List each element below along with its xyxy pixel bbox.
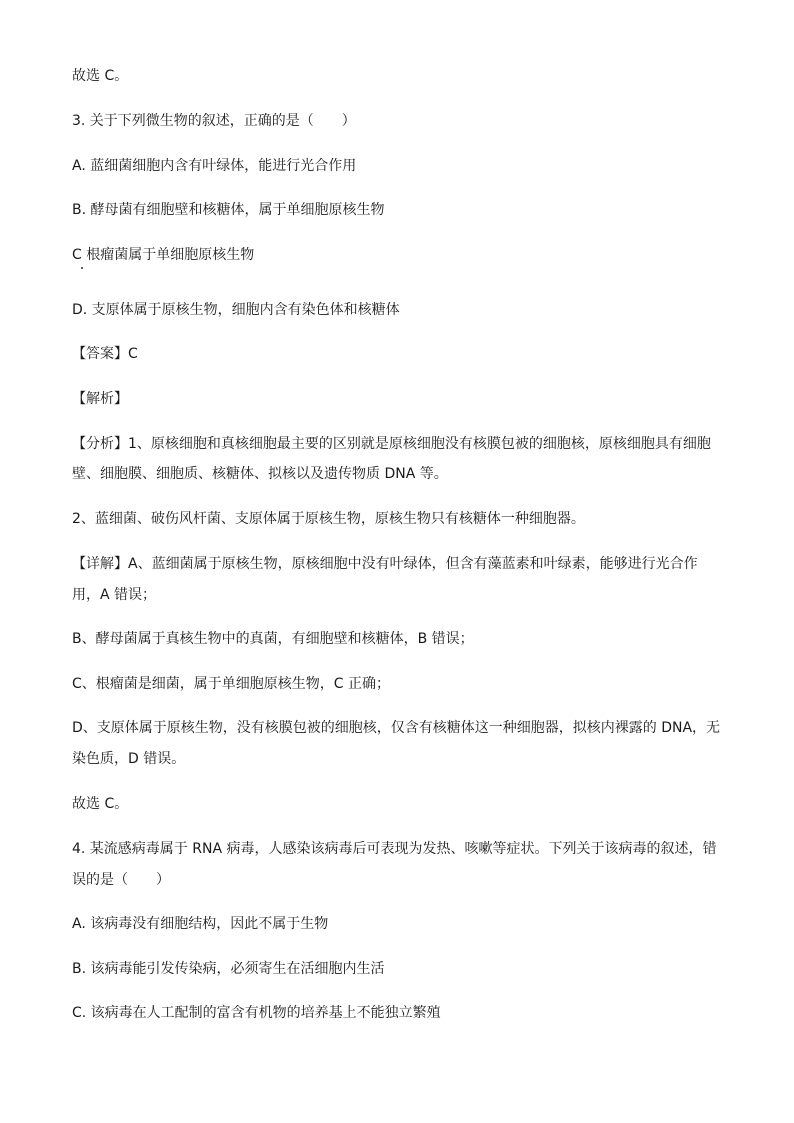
q3-detail-line-2: 用，A 错误； <box>72 587 157 603</box>
q3-answer: 【答案】C <box>72 346 138 362</box>
q3-detail-d-line-1: D、支原体属于原核生物，没有核膜包被的细胞核，仅含有核糖体这一种细胞器，拟核内裸露的 DNA，无 <box>72 720 721 736</box>
q3-option-c: C 根瘤菌属于单细胞原核生物 <box>72 247 255 263</box>
q3-detail-d-line-2: 染色质，D 错误。 <box>72 751 186 767</box>
q4-option-b: B. 该病毒能引发传染病，必须寄生在活细胞内生活 <box>72 961 385 977</box>
q3-analysis-point-2: 2、蓝细菌、破伤风杆菌、支原体属于原核生物，原核生物只有核糖体一种细胞器。 <box>72 511 585 527</box>
q3-analysis-line-1: 【分析】1、原核细胞和真核细胞最主要的区别就是原核细胞没有核膜包被的细胞核，原核细胞具有细胞 <box>72 436 711 452</box>
q3-detail-line-1: 【详解】A、蓝细菌属于原核生物，原核细胞中没有叶绿体，但含有藻蓝素和叶绿素，能够进行光合作 <box>72 556 698 572</box>
q3-option-b: B. 酵母菌有细胞壁和核糖体，属于单细胞原核生物 <box>72 202 385 218</box>
q4-option-a: A. 该病毒没有细胞结构，因此不属于生物 <box>72 916 329 932</box>
q4-option-c: C. 该病毒在人工配制的富含有机物的培养基上不能独立繁殖 <box>72 1005 441 1021</box>
q3-detail-b: B、酵母菌属于真核生物中的真菌，有细胞壁和核糖体，B 错误； <box>72 631 474 647</box>
question-3-stem: 3. 关于下列微生物的叙述，正确的是（ ） <box>72 113 356 129</box>
q3-detail-c: C、根瘤菌是细菌，属于单细胞原核生物，C 正确； <box>72 676 390 692</box>
q3-option-a: A. 蓝细菌细胞内含有叶绿体，能进行光合作用 <box>72 158 357 174</box>
q3-analysis-heading: 【解析】 <box>72 391 128 407</box>
conclusion-q3: 故选 C。 <box>72 796 129 812</box>
question-4-stem-line-1: 4. 某流感病毒属于 RNA 病毒，人感染该病毒后可表现为发热、咳嗽等症状。下列关于该病毒的叙述，错 <box>72 841 717 857</box>
q3-option-d: D. 支原体属于原核生物，细胞内含有染色体和核糖体 <box>72 302 400 318</box>
conclusion-q2: 故选 C。 <box>72 68 129 84</box>
question-4-stem-line-2: 误的是（ ） <box>72 872 170 888</box>
q3-analysis-line-2: 壁、细胞膜、细胞质、核糖体、拟核以及遗传物质 DNA 等。 <box>72 466 448 482</box>
stray-dot-mark <box>81 267 83 269</box>
